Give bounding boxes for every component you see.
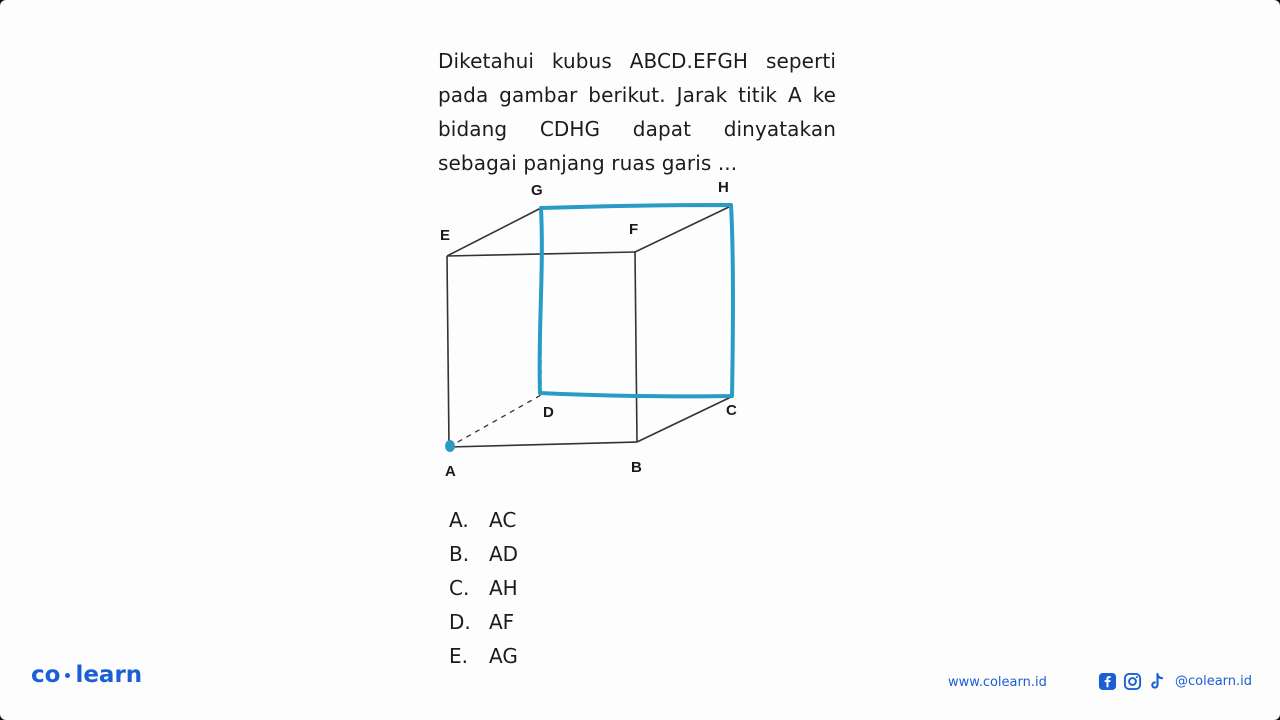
logo-dot (65, 673, 70, 678)
social-handle[interactable]: @colearn.id (1175, 674, 1253, 689)
edge-bc (637, 397, 731, 442)
option-letter: A. (449, 508, 469, 532)
question-text: Diketahui kubus ABCD.EFGH seperti pada gambar berikut. Jarak titik A ke bidang CDHG dapat dinyatakan sebagai panjang ruas garis ... (438, 49, 836, 175)
option-text: AG (489, 644, 518, 668)
vertex-label-e: E (440, 227, 451, 244)
social-links (1098, 672, 1252, 691)
edge-fh (635, 206, 731, 252)
vertex-label-b: B (631, 459, 642, 476)
edge-eg (447, 208, 541, 256)
option-letter: B. (449, 542, 470, 566)
option-text: AF (489, 610, 515, 634)
logo-text-co: co (31, 662, 61, 688)
edge-bf (635, 252, 637, 442)
option-letter: C. (449, 576, 470, 600)
option-text: AH (489, 576, 518, 600)
website-link[interactable]: www.colearn.id (948, 675, 1047, 690)
vertex-label-a: A (445, 463, 456, 480)
logo-text-learn: learn (75, 662, 143, 688)
instagram-icon[interactable] (1123, 672, 1142, 691)
point-a-highlight (445, 440, 455, 452)
option-b (449, 537, 518, 571)
colearn-logo (31, 662, 142, 688)
facebook-icon[interactable] (1098, 672, 1117, 691)
option-a (449, 503, 518, 537)
option-text: AC (489, 508, 517, 532)
answer-options (449, 503, 518, 673)
tiktok-icon[interactable] (1148, 672, 1167, 691)
option-e (449, 639, 518, 673)
option-letter: E. (449, 644, 468, 668)
vertex-label-d: D (543, 404, 554, 421)
vertex-label-h: H (718, 179, 729, 196)
option-text: AD (489, 542, 519, 566)
edge-ad-hidden (449, 395, 541, 447)
vertex-label-g: G (531, 182, 543, 199)
option-letter: D. (449, 610, 471, 634)
option-d (449, 605, 518, 639)
vertex-label-c: C (726, 402, 737, 419)
option-c (449, 571, 518, 605)
edge-ae (447, 256, 449, 447)
vertex-label-f: F (629, 221, 639, 238)
edge-ab (449, 442, 637, 447)
